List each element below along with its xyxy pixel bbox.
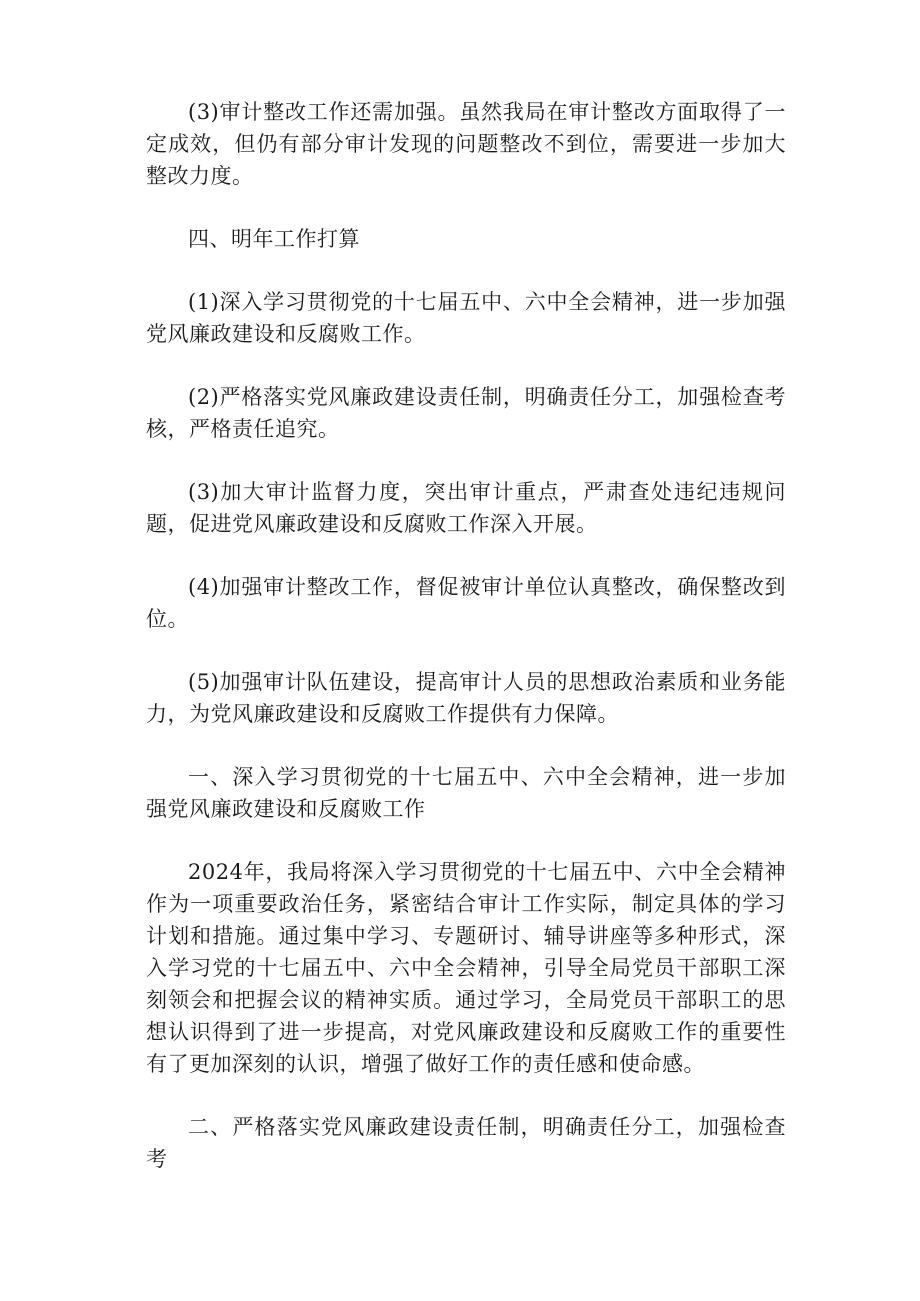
plan-item-1: (1)深入学习贯彻党的十七届五中、六中全会精神，进一步加强党风廉政建设和反腐败工作。	[146, 290, 786, 346]
section-1-body: 2024年，我局将深入学习贯彻党的十七届五中、六中全会精神作为一项重要政治任务，紧密结合审计工作实际，制定具体的学习计划和措施。通过集中学习、专题研讨、辅导讲座等多种形式，深入学习党的十七届五中、六中全会精神，引导全局党员干部职工深刻领会和把握会议的精神实质。通过学习，全局党员干部职工的思想认识得到了进一步提高，对党风廉政建设和反腐败工作的重要性有了更加深刻的认识，增强了做好工作的责任感和使命感。	[146, 860, 786, 1076]
section-heading-2: 二、严格落实党风廉政建设责任制，明确责任分工，加强检查考	[146, 1115, 786, 1171]
heading-next-year-plan: 四、明年工作打算	[188, 227, 360, 251]
plan-item-4: (4)加强审计整改工作，督促被审计单位认真整改，确保整改到位。	[146, 575, 786, 631]
plan-item-5: (5)加强审计队伍建设，提高审计人员的思想政治素质和业务能力，为党风廉政建设和反腐败工作提供有力保障。	[146, 670, 786, 726]
plan-item-3: (3)加大审计监督力度，突出审计重点，严肃查处违纪违规问题，促进党风廉政建设和反腐败工作深入开展。	[146, 480, 786, 536]
section-heading-1: 一、深入学习贯彻党的十七届五中、六中全会精神，进一步加强党风廉政建设和反腐败工作	[146, 765, 786, 821]
document-page	[146, 96, 786, 1175]
paragraph-audit-rectification: (3)审计整改工作还需加强。虽然我局在审计整改方面取得了一定成效，但仍有部分审计发现的问题整改不到位，需要进一步加大整改力度。	[146, 100, 786, 188]
plan-item-2: (2)严格落实党风廉政建设责任制，明确责任分工，加强检查考核，严格责任追究。	[146, 385, 786, 441]
